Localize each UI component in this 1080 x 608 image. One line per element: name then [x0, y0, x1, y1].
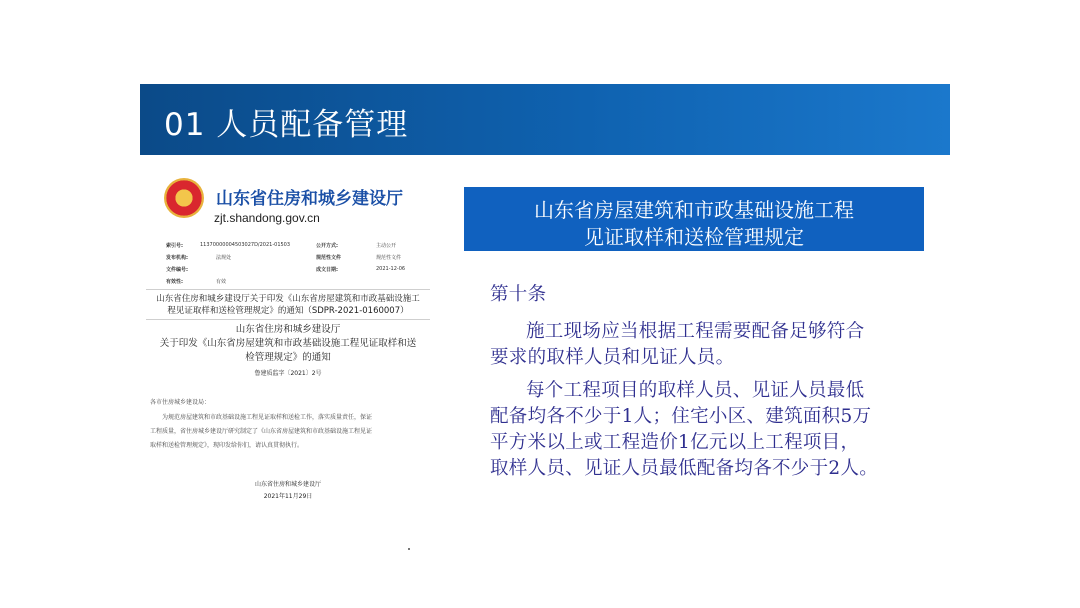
divider [146, 289, 430, 290]
doc-title-line: 程见证取样和送检管理规定》的通知（SDPR-2021-0160007） [167, 306, 409, 316]
notice-title-line: 关于印发《山东省房屋建筑和市政基础设施工程见证取样和送 [159, 338, 417, 349]
meta-key: 公开方式: [316, 243, 338, 249]
addressee: 各市住房城乡建设局： [150, 399, 211, 406]
meta-value: 法规处 [216, 255, 232, 261]
rule-paragraph-line: 平方米以上或工程造价1亿元以上工程项目， [490, 432, 860, 453]
meta-key: 有效性: [166, 279, 183, 285]
meta-key: 成文日期: [316, 267, 338, 273]
notice-org: 山东省住房和城乡建设厅 [235, 324, 341, 335]
doc-website: zjt.shandong.gov.cn [214, 211, 320, 225]
document-scan [142, 168, 434, 558]
doc-signature: 山东省住房和城乡建设厅 [254, 481, 321, 488]
rule-title-line: 见证取样和送检管理规定 [584, 225, 804, 249]
section-title: 01 人员配备管理 [164, 107, 409, 143]
meta-key: 发布机构: [166, 255, 188, 261]
article-heading: 第十条 [490, 284, 547, 305]
rule-paragraph-line: 每个工程项目的取样人员、见证人员最低 [526, 380, 865, 401]
doc-body-line: 为规范房屋建筑和市政基础设施工程见证取样和送检工作，落实质量责任，保证 [162, 414, 373, 421]
doc-date: 2021年11月29日 [263, 493, 313, 500]
doc-title-line: 山东省住房和城乡建设厅关于印发《山东省房屋建筑和市政基础设施工 [156, 294, 420, 304]
rule-paragraph-line: 要求的取样人员和见证人员。 [490, 347, 735, 368]
rule-title-line: 山东省房屋建筑和市政基础设施工程 [534, 198, 854, 222]
rule-paragraph-line: 配备均各不少于1人；住宅小区、建筑面积5万 [490, 406, 872, 427]
doc-meta-row [166, 266, 416, 276]
doc-org-name: 山东省住房和城乡建设厅 [216, 189, 403, 209]
section-header-bar [140, 84, 950, 155]
meta-value: 有效 [216, 279, 227, 285]
notice-title-line: 检管理规定》的通知 [245, 352, 331, 363]
doc-meta-row [166, 254, 416, 264]
doc-meta-row [166, 278, 416, 288]
meta-key: 规范性文件 [316, 255, 342, 261]
rule-title-box [464, 187, 924, 251]
doc-meta-row [166, 242, 416, 252]
meta-key: 文件编号: [166, 267, 188, 273]
meta-value: 11370000004503027D/2021-01503 [200, 242, 291, 248]
divider [146, 319, 430, 320]
doc-body-line: 取样和送检管理规定》，现印发给你们，请认真贯彻执行。 [150, 442, 304, 449]
rule-paragraph-line: 施工现场应当根据工程需要配备足够符合 [526, 321, 865, 342]
meta-key: 索引号: [166, 243, 183, 249]
meta-value: 2021-12-06 [376, 266, 406, 272]
national-emblem-icon [164, 178, 204, 218]
doc-number: 鲁建质监字〔2021〕2号 [254, 370, 322, 377]
rule-paragraph-line: 取样人员、见证人员最低配备均各不少于2人。 [490, 458, 879, 479]
meta-value: 主动公开 [376, 243, 397, 249]
scan-speck [408, 548, 410, 550]
meta-value: 规范性文件 [376, 255, 402, 261]
doc-body-line: 工程质量，省住房城乡建设厅研究制定了《山东省房屋建筑和市政基础设施工程见证 [150, 428, 373, 435]
